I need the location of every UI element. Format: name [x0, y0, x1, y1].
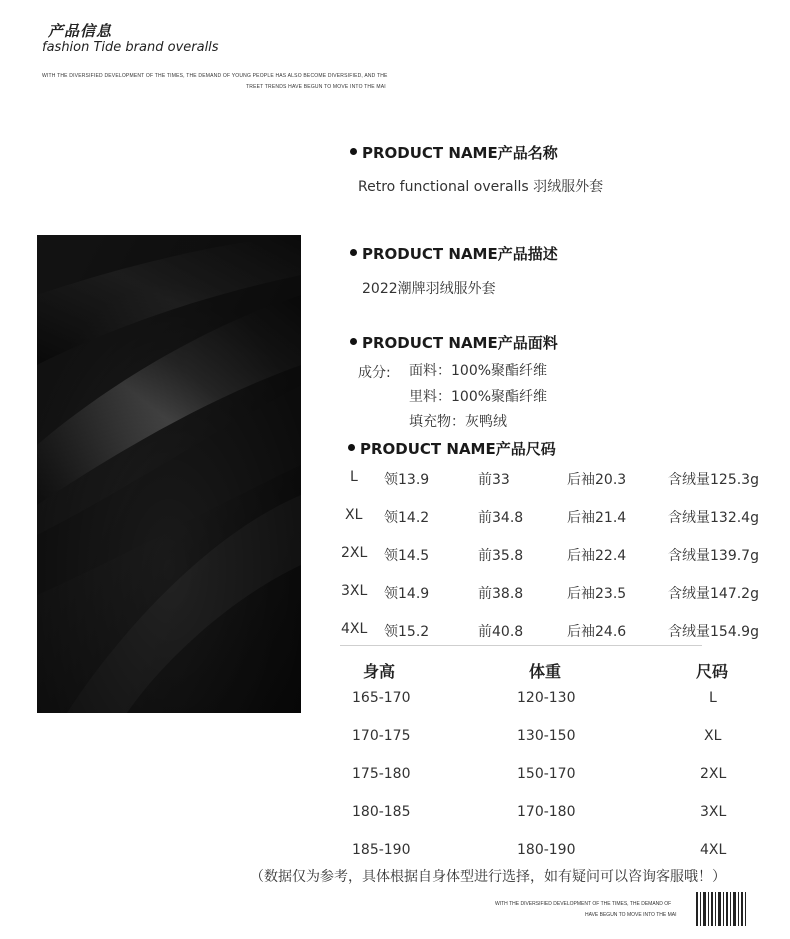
size-cell: 前40.8 [478, 624, 524, 640]
product-name-text: Retro functional overalls 羽绒服外套 [358, 179, 604, 195]
size-cell: 含绒量154.9g [668, 624, 759, 640]
barcode-icon [696, 892, 748, 926]
section-heading-name: PRODUCT NAME产品名称 [350, 142, 558, 163]
footer-tagline-line2: HAVE BEGUN TO MOVE INTO THE MAI [585, 912, 677, 918]
fit-cell: 4XL [700, 842, 727, 858]
size-cell: 领14.5 [384, 548, 430, 564]
size-cell: 前34.8 [478, 510, 524, 526]
fit-cell: 180-185 [352, 804, 411, 820]
fit-cell: 2XL [700, 766, 727, 782]
size-cell: 后袖20.3 [567, 472, 627, 488]
fit-cell: 165-170 [352, 690, 411, 706]
fit-cell: 150-170 [517, 766, 576, 782]
fabric-line: 填充物：灰鸭绒 [409, 414, 507, 430]
fit-cell: XL [704, 728, 722, 744]
fit-cell: 185-190 [352, 842, 411, 858]
section-heading-size: PRODUCT NAME产品尺码 [348, 438, 556, 459]
bullet-dot-icon [350, 249, 357, 256]
fit-cell: 170-175 [352, 728, 411, 744]
size-cell: 含绒量125.3g [668, 472, 759, 488]
fit-cell: 170-180 [517, 804, 576, 820]
header-title-cn: 产品信息 [48, 22, 113, 40]
fabric-texture-image [37, 235, 301, 713]
sizing-note: （数据仅为参考，具体根据自身体型进行选择，如有疑问可以咨询客服哦！） [250, 869, 726, 885]
fit-cell: 180-190 [517, 842, 576, 858]
section-heading-fabric: PRODUCT NAME产品面料 [350, 332, 558, 353]
fit-header-height: 身高 [363, 662, 396, 681]
size-cell: 后袖23.5 [567, 586, 627, 602]
fit-cell: 130-150 [517, 728, 576, 744]
fabric-photo [37, 235, 301, 713]
fit-cell: 3XL [700, 804, 727, 820]
header-tagline-line1: WITH THE DIVERSIFIED DEVELOPMENT OF THE TIMES, THE DEMAND OF YOUNG PEOPLE HAS ALSO BECOME DIVERSIFIED, AND THE [42, 73, 388, 79]
size-cell: 后袖21.4 [567, 510, 627, 526]
size-cell: 含绒量139.7g [668, 548, 759, 564]
size-cell: 2XL [341, 545, 368, 561]
bullet-dot-icon [348, 444, 355, 451]
product-desc-text: 2022潮牌羽绒服外套 [362, 281, 496, 297]
size-cell: 领15.2 [384, 624, 430, 640]
size-cell: 后袖22.4 [567, 548, 627, 564]
section-heading-desc: PRODUCT NAME产品描述 [350, 243, 558, 264]
size-cell: 3XL [341, 583, 368, 599]
size-cell: XL [345, 507, 363, 523]
size-cell: 前38.8 [478, 586, 524, 602]
bullet-dot-icon [350, 148, 357, 155]
footer-tagline-line1: WITH THE DIVERSIFIED DEVELOPMENT OF THE TIMES, THE DEMAND OF [495, 901, 672, 907]
bullet-dot-icon [350, 338, 357, 345]
fit-header-size: 尺码 [696, 662, 729, 681]
size-cell: L [350, 469, 358, 485]
header-tagline-line2: TREET TRENDS HAVE BEGUN TO MOVE INTO THE MAI [246, 84, 386, 90]
fabric-line: 面料：100%聚酯纤维 [409, 363, 548, 379]
fabric-line: 里料：100%聚酯纤维 [409, 389, 548, 405]
size-cell: 含绒量132.4g [668, 510, 759, 526]
header-title-en: fashion Tide brand overalls [42, 40, 219, 55]
size-cell: 领14.2 [384, 510, 430, 526]
size-cell: 领13.9 [384, 472, 430, 488]
size-cell: 领14.9 [384, 586, 430, 602]
size-cell: 含绒量147.2g [668, 586, 759, 602]
table-divider [340, 645, 702, 646]
fit-cell: 120-130 [517, 690, 576, 706]
fabric-label: 成分: [358, 365, 391, 381]
fit-cell: L [709, 690, 717, 706]
fit-header-weight: 体重 [529, 662, 562, 681]
size-cell: 后袖24.6 [567, 624, 627, 640]
size-cell: 前35.8 [478, 548, 524, 564]
size-cell: 4XL [341, 621, 368, 637]
size-cell: 前33 [478, 472, 510, 488]
fit-cell: 175-180 [352, 766, 411, 782]
